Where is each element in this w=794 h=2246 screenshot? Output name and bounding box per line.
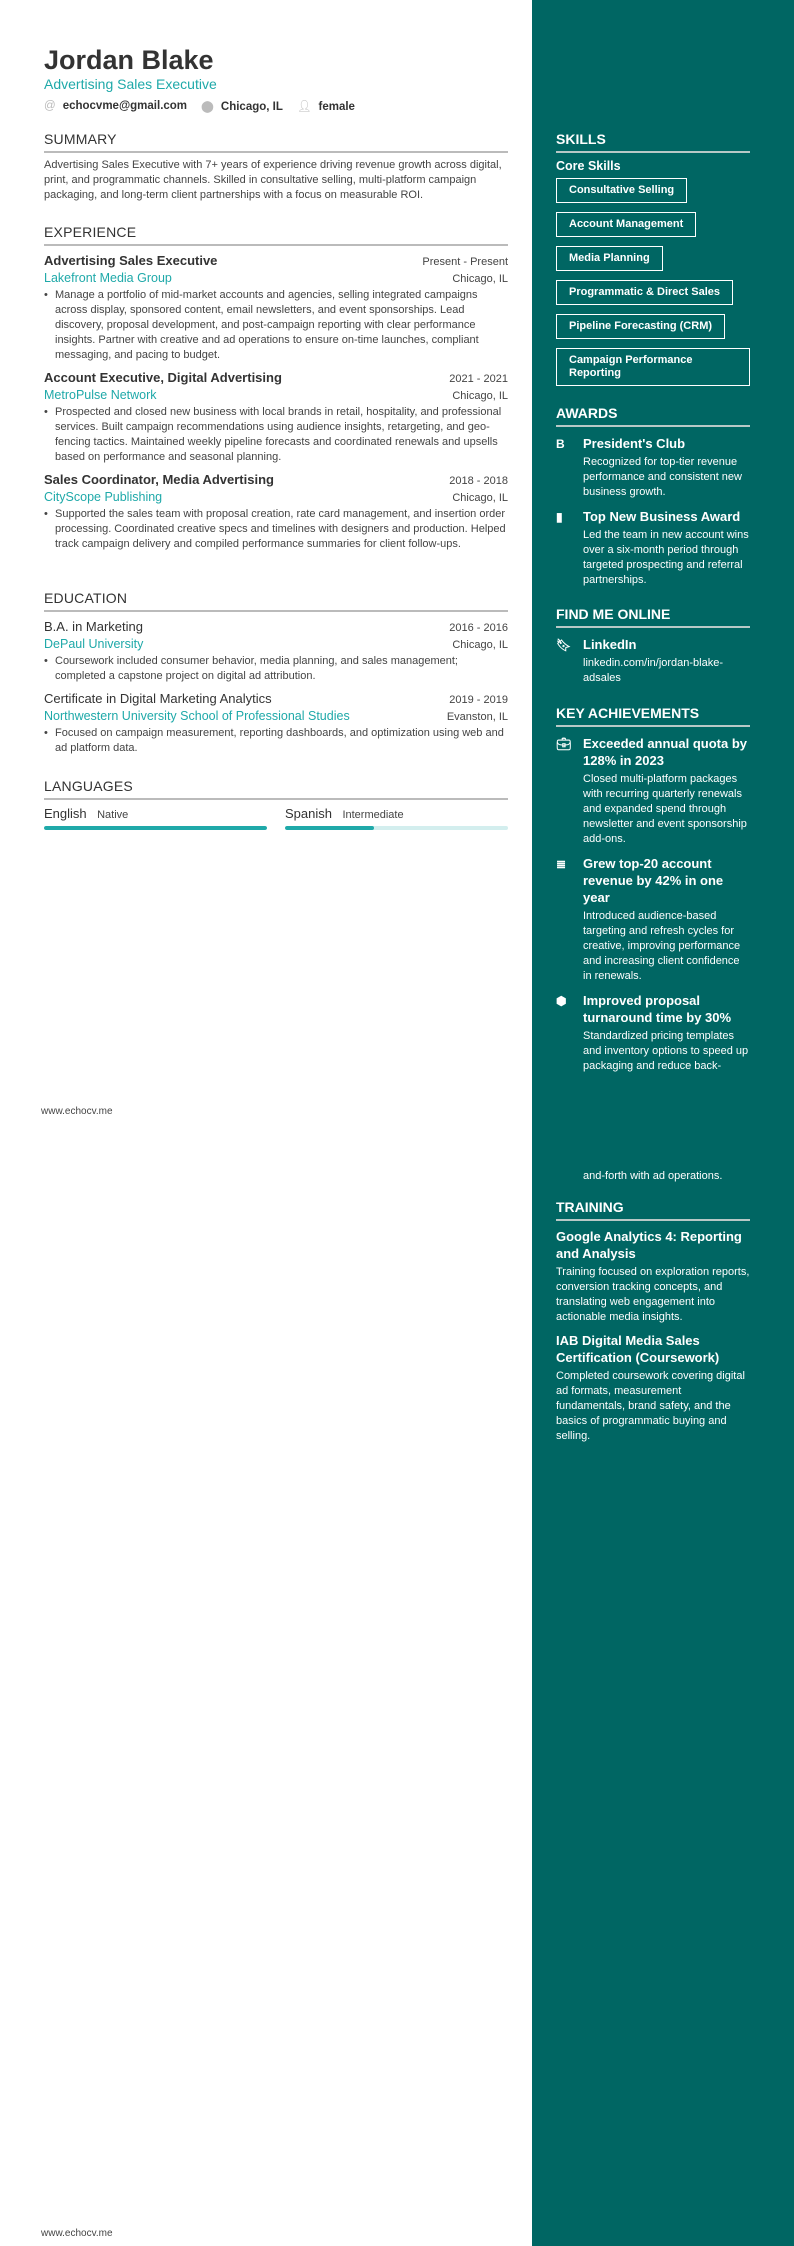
education-entry xyxy=(44,691,508,756)
language-level-bar xyxy=(44,826,267,830)
section-heading: EDUCATION xyxy=(44,590,508,612)
award-item xyxy=(556,508,750,588)
language-level-fill xyxy=(44,826,267,830)
section-heading: TRAINING xyxy=(556,1199,750,1221)
location: Chicago, IL xyxy=(220,101,283,113)
summary-text: Advertising Sales Executive with 7+ years of experience driving revenue growth across digital, print, and programmatic channels. Skilled in consultative selling, multi-platform campaign packaging, and long-term client partnerships with a focus on measurable ROI. xyxy=(44,159,502,201)
skill-tag: Account Management xyxy=(556,212,696,237)
language-name: English xyxy=(44,806,87,821)
document-icon: ▮ xyxy=(556,510,563,524)
company: CityScope Publishing xyxy=(44,490,163,504)
section-heading: EXPERIENCE xyxy=(44,224,508,246)
job-location: Chicago, IL xyxy=(452,390,508,402)
section-heading: SKILLS xyxy=(556,131,750,153)
achievements-section xyxy=(556,705,750,1074)
school: DePaul University xyxy=(44,637,144,651)
skill-tag: Media Planning xyxy=(556,246,663,271)
award-title: Top New Business Award xyxy=(583,509,741,524)
bookmark-icon: 🔖︎ xyxy=(556,638,572,652)
achievement-title: Grew top-20 account revenue by 42% in one year xyxy=(583,856,724,905)
language-item xyxy=(285,805,508,830)
education-entry xyxy=(44,619,508,684)
award-b-icon: B xyxy=(556,437,565,451)
languages-section xyxy=(44,778,508,830)
achievement-item xyxy=(556,855,750,984)
section-heading: FIND ME ONLINE xyxy=(556,606,750,628)
skill-tag: Consultative Selling xyxy=(556,178,687,203)
training-title: IAB Digital Media Sales Certification (Coursework) xyxy=(556,1333,720,1365)
edu-dates: 2019 - 2019 xyxy=(449,694,508,706)
online-item xyxy=(556,636,750,686)
job-title: Account Executive, Digital Advertising xyxy=(44,370,282,385)
training-title: Google Analytics 4: Reporting and Analysis xyxy=(556,1229,742,1261)
company: MetroPulse Network xyxy=(44,388,157,402)
skill-group-label: Core Skills xyxy=(556,159,621,173)
edu-bullet: • Focused on campaign measurement, reporting dashboards, and optimization using web and ad platform data. xyxy=(55,726,508,756)
person-icon: 👤︎ xyxy=(296,101,312,113)
footer-link[interactable]: www.echocv.me xyxy=(41,1106,113,1117)
online-section xyxy=(556,606,750,686)
achievement-item xyxy=(556,992,750,1074)
section-heading: KEY ACHIEVEMENTS xyxy=(556,705,750,727)
degree: B.A. in Marketing xyxy=(44,619,143,634)
edu-dates: 2016 - 2016 xyxy=(449,622,508,634)
edu-location: Chicago, IL xyxy=(452,639,508,651)
award-item xyxy=(556,435,750,500)
education-section xyxy=(44,590,508,756)
achievement-desc: Closed multi-platform packages with recurring quarterly renewals and expanded spend through newsletter and event sponsorship add-ons. xyxy=(583,773,747,845)
experience-entry xyxy=(44,253,508,363)
job-dates: 2018 - 2018 xyxy=(449,475,508,487)
job-bullet: • Supported the sales team with proposal creation, rate card management, and insertion order processing. Coordinated creative specs and timelines with designers and production. Helped track campaign delivery and compiled performance summaries for client follow-ups. xyxy=(55,507,508,552)
skill-tag: Pipeline Forecasting (CRM) xyxy=(556,314,725,339)
candidate-name: Jordan Blake xyxy=(44,45,214,75)
contact-info xyxy=(44,99,508,113)
section-heading: SUMMARY xyxy=(44,131,508,153)
job-location: Chicago, IL xyxy=(452,273,508,285)
job-bullet: • Manage a portfolio of mid-market accounts and agencies, selling integrated campaigns across display, sponsored content, email newsletters, and event sponsorships. Lead discovery, proposal development, and post-campaign reporting with clear performance insights. Partner with creative and ad operations to ensure on-time launches, compliant messaging, and pacing to budget. xyxy=(55,288,508,363)
experience-entry xyxy=(44,370,508,465)
linkedin-url[interactable]: linkedin.com/in/jordan-blake-adsales xyxy=(583,657,724,684)
language-level-fill xyxy=(285,826,374,830)
list-icon: ≣ xyxy=(556,857,567,871)
at-icon: @ xyxy=(44,100,56,112)
award-title: President's Club xyxy=(583,436,686,451)
award-desc: Recognized for top-tier revenue performance and consistent new business growth. xyxy=(583,456,742,498)
achievement-title: Improved proposal turnaround time by 30% xyxy=(583,993,732,1025)
footer-link[interactable]: www.echocv.me xyxy=(41,2228,113,2239)
job-location: Chicago, IL xyxy=(452,492,508,504)
training-section xyxy=(556,1199,750,1444)
summary-section xyxy=(44,131,508,203)
language-level-bar xyxy=(285,826,508,830)
language-level: Native xyxy=(97,809,129,821)
achievement-item xyxy=(556,735,750,847)
candidate-title: Advertising Sales Executive xyxy=(44,76,217,92)
degree: Certificate in Digital Marketing Analytics xyxy=(44,691,272,706)
language-level: Intermediate xyxy=(342,809,404,821)
job-title: Sales Coordinator, Media Advertising xyxy=(44,472,274,487)
school: Northwestern University School of Professional Studies xyxy=(44,709,350,723)
email[interactable]: echocvme@gmail.com xyxy=(62,100,188,112)
job-title: Advertising Sales Executive xyxy=(44,253,218,268)
edu-bullet: • Coursework included consumer behavior, media planning, and sales management; completed a capstone project on digital ad attribution. xyxy=(55,654,508,684)
experience-section xyxy=(44,224,508,552)
skill-tag: Campaign Performance Reporting xyxy=(556,348,750,386)
company: Lakefront Media Group xyxy=(44,271,172,285)
achievement-desc: Introduced audience-based targeting and refresh cycles for creative, improving performance and increasing client confidence in renewals. xyxy=(583,910,741,982)
experience-entry xyxy=(44,472,508,552)
training-desc: Training focused on exploration reports, conversion tracking concepts, and translating web engagement into actionable media insights. xyxy=(556,1266,750,1323)
briefcase-icon: 💼︎ xyxy=(556,737,572,751)
skill-tag: Programmatic & Direct Sales xyxy=(556,280,733,305)
job-dates: 2021 - 2021 xyxy=(449,373,508,385)
language-item xyxy=(44,805,267,830)
online-title: LinkedIn xyxy=(583,637,637,652)
training-desc: Completed coursework covering digital ad formats, measurement fundamentals, brand safety, and the basics of programmatic buying and selling. xyxy=(556,1370,745,1442)
achievement-desc-continued: and-forth with ad operations. xyxy=(583,1170,723,1182)
section-heading: AWARDS xyxy=(556,405,750,427)
training-item xyxy=(556,1332,750,1444)
skills-section xyxy=(556,131,750,395)
cube-icon: ⬢ xyxy=(556,994,567,1008)
gender: female xyxy=(318,101,355,113)
achievement-desc: Standardized pricing templates and inventory options to speed up packaging and reduce back- xyxy=(583,1030,749,1072)
section-heading: LANGUAGES xyxy=(44,778,508,800)
job-dates: Present - Present xyxy=(422,256,508,268)
awards-section xyxy=(556,405,750,588)
training-item xyxy=(556,1228,750,1325)
award-desc: Led the team in new account wins over a six-month period through targeted prospecting and referral partnerships. xyxy=(583,529,749,586)
job-bullet: • Prospected and closed new business with local brands in retail, hospitality, and professional services. Built campaign recommendations using audience insights, retargeting, and geo-fencing tactics. Maintained weekly pipeline forecasts and coordinated renewals and upsells based on performance and seasonal planning. xyxy=(55,405,508,465)
edu-location: Evanston, IL xyxy=(446,711,508,723)
location-pin-icon: ⬤ xyxy=(201,101,214,113)
language-name: Spanish xyxy=(285,806,332,821)
achievement-title: Exceeded annual quota by 128% in 2023 xyxy=(583,736,747,768)
